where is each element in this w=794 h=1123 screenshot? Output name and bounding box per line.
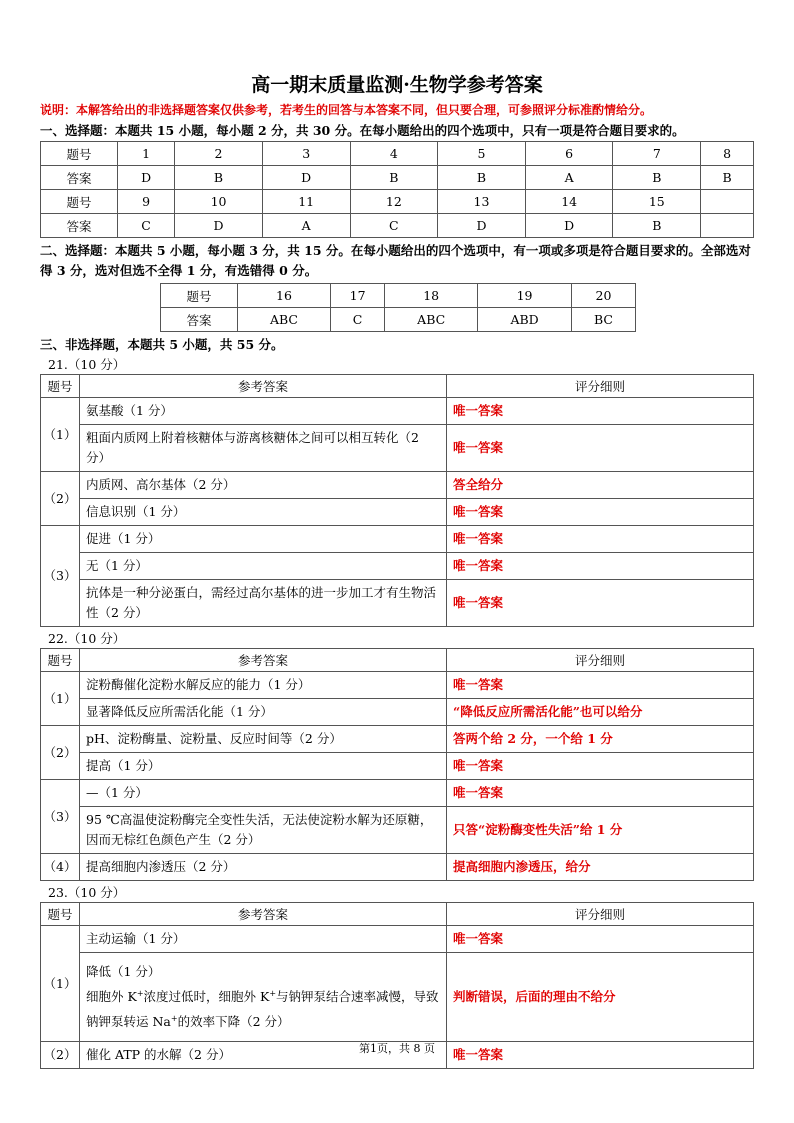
column-header-answer: 参考答案 bbox=[80, 903, 447, 926]
table-row bbox=[41, 526, 754, 553]
rule-cell: 唯一答案 bbox=[447, 672, 754, 699]
table-cell: 16 bbox=[238, 284, 331, 308]
table-cell: 12 bbox=[350, 190, 438, 214]
row-label: 答案 bbox=[161, 308, 238, 332]
table-cell: 10 bbox=[175, 190, 263, 214]
rule-cell: 答两个给 2 分，一个给 1 分 bbox=[447, 726, 754, 753]
section1-table bbox=[40, 141, 754, 238]
table-cell: 13 bbox=[438, 190, 526, 214]
answer-cell: 催化 ATP 的水解（2 分） bbox=[80, 1042, 447, 1069]
section1-heading: 一、选择题：本题共 15 小题，每小题 2 分，共 30 分。在每小题给出的四个选项中，只有一项是符合题目要求的。 bbox=[40, 123, 685, 138]
table-cell bbox=[701, 190, 754, 214]
rule-cell: 判断错误，后面的理由不给分 bbox=[447, 953, 754, 1042]
answer-cell: 抗体是一种分泌蛋白，需经过高尔基体的进一步加工才有生物活性（2 分） bbox=[80, 580, 447, 627]
answer-cell bbox=[80, 953, 447, 1042]
column-header-num: 题号 bbox=[41, 903, 80, 926]
table-row bbox=[41, 499, 754, 526]
table-cell: 19 bbox=[478, 284, 572, 308]
question-23-label: 23.（10 分） bbox=[48, 885, 126, 900]
table-row bbox=[161, 308, 636, 332]
table-row bbox=[41, 780, 754, 807]
answer-cell: 粗面内质网上附着核糖体与游离核糖体之间可以相互转化（2 分） bbox=[80, 425, 447, 472]
sub-question-number: （2） bbox=[41, 472, 80, 526]
section3-heading: 三、非选择题，本题共 5 小题，共 55 分。 bbox=[40, 337, 284, 352]
answer-sheet-page bbox=[40, 70, 754, 1069]
answer-cell: 提高（1 分） bbox=[80, 753, 447, 780]
rule-cell: 唯一答案 bbox=[447, 398, 754, 425]
answer-cell: 促进（1 分） bbox=[80, 526, 447, 553]
column-header-answer: 参考答案 bbox=[80, 649, 447, 672]
rule-cell: 只答“淀粉酶变性失活”给 1 分 bbox=[447, 807, 754, 854]
sub-question-number: （2） bbox=[41, 726, 80, 780]
table-cell: D bbox=[525, 214, 613, 238]
table-cell: B bbox=[438, 166, 526, 190]
rule-cell: 唯一答案 bbox=[447, 780, 754, 807]
table-cell: ABC bbox=[238, 308, 331, 332]
table-cell: D bbox=[438, 214, 526, 238]
table-row bbox=[41, 854, 754, 881]
page-footer: 第1页，共 8 页 bbox=[359, 1042, 435, 1055]
question-22-label: 22.（10 分） bbox=[48, 631, 126, 646]
rule-cell: 答全给分 bbox=[447, 472, 754, 499]
row-label: 答案 bbox=[41, 166, 118, 190]
answer-cell: 95 ℃高温使淀粉酶完全变性失活，无法使淀粉水解为还原糖，因而无棕红色颜色产生（2 分） bbox=[80, 807, 447, 854]
page-title: 高一期末质量监测·生物学参考答案 bbox=[251, 74, 543, 96]
table-cell: 11 bbox=[262, 190, 350, 214]
rule-cell: 唯一答案 bbox=[447, 526, 754, 553]
table-cell: D bbox=[262, 166, 350, 190]
rule-cell: “降低反应所需活化能”也可以给分 bbox=[447, 699, 754, 726]
row-label: 题号 bbox=[41, 190, 118, 214]
table-cell: 20 bbox=[571, 284, 635, 308]
table-cell: C bbox=[118, 214, 175, 238]
table-row bbox=[41, 472, 754, 499]
table-row bbox=[41, 398, 754, 425]
table-row bbox=[161, 284, 636, 308]
question-21-table bbox=[40, 374, 754, 627]
row-label: 题号 bbox=[41, 142, 118, 166]
table-header-row bbox=[41, 649, 754, 672]
answer-cell: —（1 分） bbox=[80, 780, 447, 807]
table-header-row bbox=[41, 375, 754, 398]
table-cell: D bbox=[175, 214, 263, 238]
table-cell: C bbox=[331, 308, 385, 332]
table-cell: 4 bbox=[350, 142, 438, 166]
table-cell: 1 bbox=[118, 142, 175, 166]
column-header-answer: 参考答案 bbox=[80, 375, 447, 398]
answer-text: 的效率下降（2 分） bbox=[177, 1014, 290, 1030]
table-cell: B bbox=[175, 166, 263, 190]
sub-question-number: （3） bbox=[41, 526, 80, 627]
answer-line: 降低（1 分） bbox=[86, 964, 161, 979]
superscript-plus: + bbox=[170, 1014, 178, 1024]
sub-question-number: （2） bbox=[41, 1042, 80, 1069]
answer-cell: 内质网、高尔基体（2 分） bbox=[80, 472, 447, 499]
row-label: 题号 bbox=[161, 284, 238, 308]
table-row bbox=[41, 580, 754, 627]
row-label: 答案 bbox=[41, 214, 118, 238]
table-cell: 2 bbox=[175, 142, 263, 166]
table-row bbox=[41, 142, 754, 166]
table-row bbox=[41, 953, 754, 1042]
rule-cell: 提高细胞内渗透压，给分 bbox=[447, 854, 754, 881]
table-cell: 17 bbox=[331, 284, 385, 308]
column-header-rule: 评分细则 bbox=[447, 375, 754, 398]
table-cell: B bbox=[350, 166, 438, 190]
column-header-rule: 评分细则 bbox=[447, 903, 754, 926]
table-cell: B bbox=[701, 166, 754, 190]
table-cell: A bbox=[262, 214, 350, 238]
rule-cell: 唯一答案 bbox=[447, 425, 754, 472]
sub-question-number: （4） bbox=[41, 854, 80, 881]
sub-question-number: （1） bbox=[41, 398, 80, 472]
table-cell: C bbox=[350, 214, 438, 238]
answer-text: 浓度过低时，细胞外 K bbox=[143, 989, 270, 1005]
answer-cell: 主动运输（1 分） bbox=[80, 926, 447, 953]
table-cell: 14 bbox=[525, 190, 613, 214]
table-row bbox=[41, 425, 754, 472]
table-header-row bbox=[41, 903, 754, 926]
rule-cell: 唯一答案 bbox=[447, 926, 754, 953]
table-cell: 7 bbox=[613, 142, 701, 166]
column-header-num: 题号 bbox=[41, 375, 80, 398]
table-cell bbox=[701, 214, 754, 238]
superscript-plus: + bbox=[269, 989, 277, 998]
table-cell: D bbox=[118, 166, 175, 190]
rule-cell: 唯一答案 bbox=[447, 580, 754, 627]
rule-cell: 唯一答案 bbox=[447, 753, 754, 780]
sub-question-number: （1） bbox=[41, 672, 80, 726]
answer-text: 细胞外 K bbox=[86, 989, 137, 1005]
table-cell: 8 bbox=[701, 142, 754, 166]
table-row bbox=[41, 166, 754, 190]
table-cell: 18 bbox=[385, 284, 478, 308]
column-header-rule: 评分细则 bbox=[447, 649, 754, 672]
table-cell: ABD bbox=[478, 308, 572, 332]
answer-cell: 无（1 分） bbox=[80, 553, 447, 580]
table-cell: 3 bbox=[262, 142, 350, 166]
table-row bbox=[41, 807, 754, 854]
table-row bbox=[41, 190, 754, 214]
rule-cell: 唯一答案 bbox=[447, 553, 754, 580]
table-cell: 15 bbox=[613, 190, 701, 214]
section2-heading: 二、选择题：本题共 5 小题，每小题 3 分，共 15 分。在每小题给出的四个选项中，有一项或多项是符合题目要求的。全部选对得 3 分，选对但选不全得 1 分，有选错得 0 分。 bbox=[40, 243, 751, 278]
table-row bbox=[41, 672, 754, 699]
sub-question-number: （3） bbox=[41, 780, 80, 854]
table-row bbox=[41, 753, 754, 780]
table-cell: B bbox=[613, 166, 701, 190]
table-cell: 6 bbox=[525, 142, 613, 166]
superscript-plus: + bbox=[136, 989, 144, 998]
table-row bbox=[41, 926, 754, 953]
rule-cell: 唯一答案 bbox=[447, 1042, 754, 1069]
section2-table bbox=[160, 283, 636, 332]
table-cell: ABC bbox=[385, 308, 478, 332]
answer-cell: 显著降低反应所需活化能（1 分） bbox=[80, 699, 447, 726]
answer-cell: 氨基酸（1 分） bbox=[80, 398, 447, 425]
table-row bbox=[41, 553, 754, 580]
table-cell: B bbox=[613, 214, 701, 238]
table-cell: A bbox=[525, 166, 613, 190]
table-row bbox=[41, 214, 754, 238]
answer-text: 与钠钾泵结合速率减慢，导致钠钾泵转运 Na bbox=[86, 989, 439, 1030]
table-cell: 5 bbox=[438, 142, 526, 166]
answer-cell: 提高细胞内渗透压（2 分） bbox=[80, 854, 447, 881]
column-header-num: 题号 bbox=[41, 649, 80, 672]
answer-cell: 信息识别（1 分） bbox=[80, 499, 447, 526]
rule-cell: 唯一答案 bbox=[447, 499, 754, 526]
answer-cell: 淀粉酶催化淀粉水解反应的能力（1 分） bbox=[80, 672, 447, 699]
answer-cell: pH、淀粉酶量、淀粉量、反应时间等（2 分） bbox=[80, 726, 447, 753]
table-cell: BC bbox=[571, 308, 635, 332]
table-row bbox=[41, 726, 754, 753]
sub-question-number: （1） bbox=[41, 926, 80, 1042]
question-22-table bbox=[40, 648, 754, 881]
table-row bbox=[41, 699, 754, 726]
question-21-label: 21.（10 分） bbox=[48, 357, 126, 372]
table-cell: 9 bbox=[118, 190, 175, 214]
instructions-note: 说明：本解答给出的非选择题答案仅供参考，若考生的回答与本答案不同，但只要合理，可参照评分标准酌情给分。 bbox=[40, 103, 653, 117]
